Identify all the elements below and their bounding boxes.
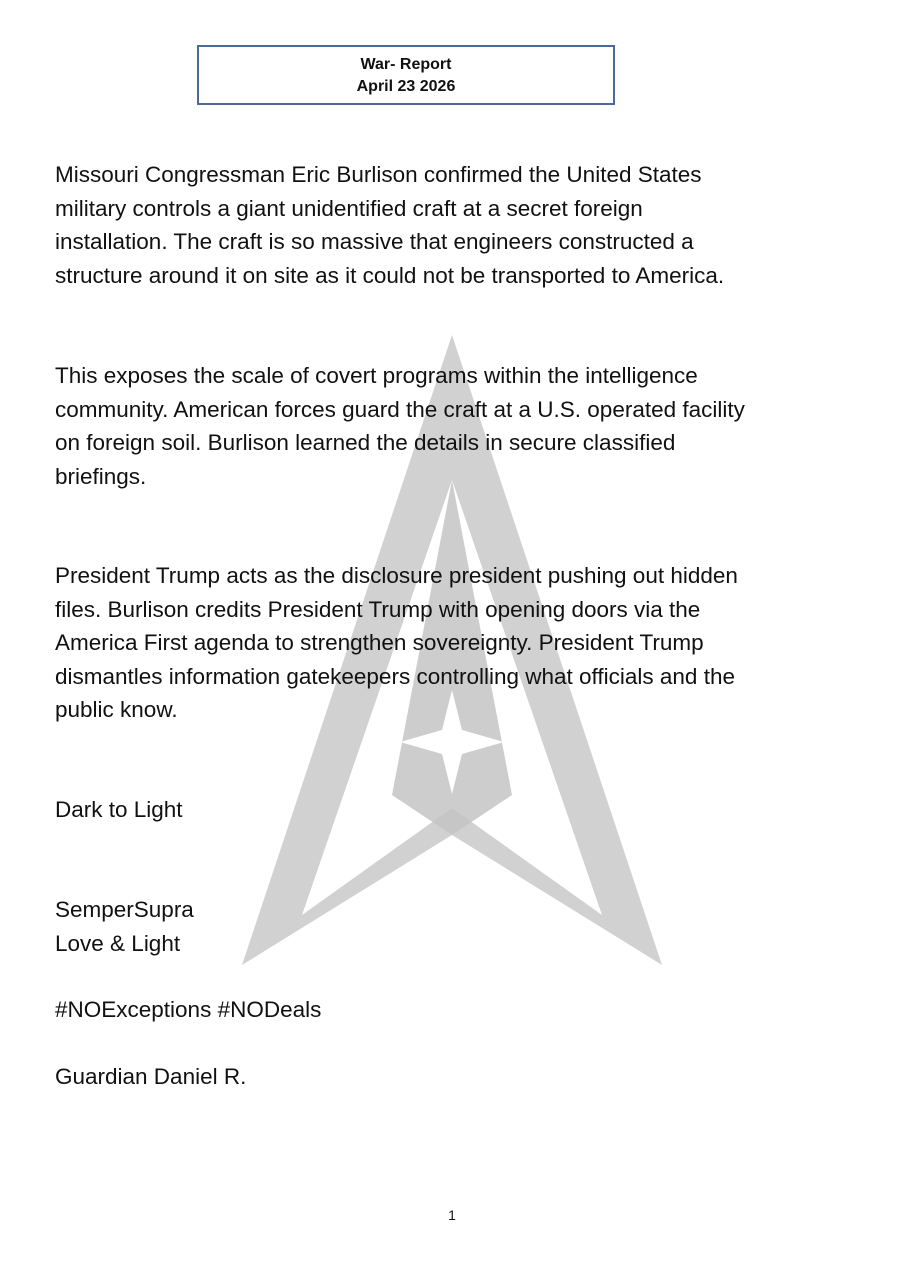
page-number: 1 (448, 1207, 456, 1223)
hashtags-line: #NOExceptions #NODeals (55, 997, 322, 1022)
signature-line: Guardian Daniel R. (55, 1064, 247, 1089)
paragraph-3: President Trump acts as the disclosure president pushing out hidden files. Burlison credits President Trump with opening doors via the America First agenda to strengthen sovereignty. President Trump dismantles information gatekeepers controlling what officials and the public know. (55, 563, 738, 722)
motto-line: Dark to Light (55, 797, 183, 822)
report-title: War- Report (360, 56, 452, 73)
semper-supra-line: SemperSupra (55, 897, 194, 922)
report-date: April 23 2026 (356, 78, 456, 95)
report-header-box (197, 45, 615, 105)
paragraph-2: This exposes the scale of covert programs within the intelligence community. American forces guard the craft at a U.S. operated facility on foreign soil. Burlison learned the details in secure classified briefings. (55, 363, 745, 489)
love-light-line: Love & Light (55, 931, 181, 956)
paragraph-1: Missouri Congressman Eric Burlison confirmed the United States military controls a giant unidentified craft at a secret foreign installation. The craft is so massive that engineers constructed a structure around it on site as it could not be transported to America. (55, 162, 725, 288)
